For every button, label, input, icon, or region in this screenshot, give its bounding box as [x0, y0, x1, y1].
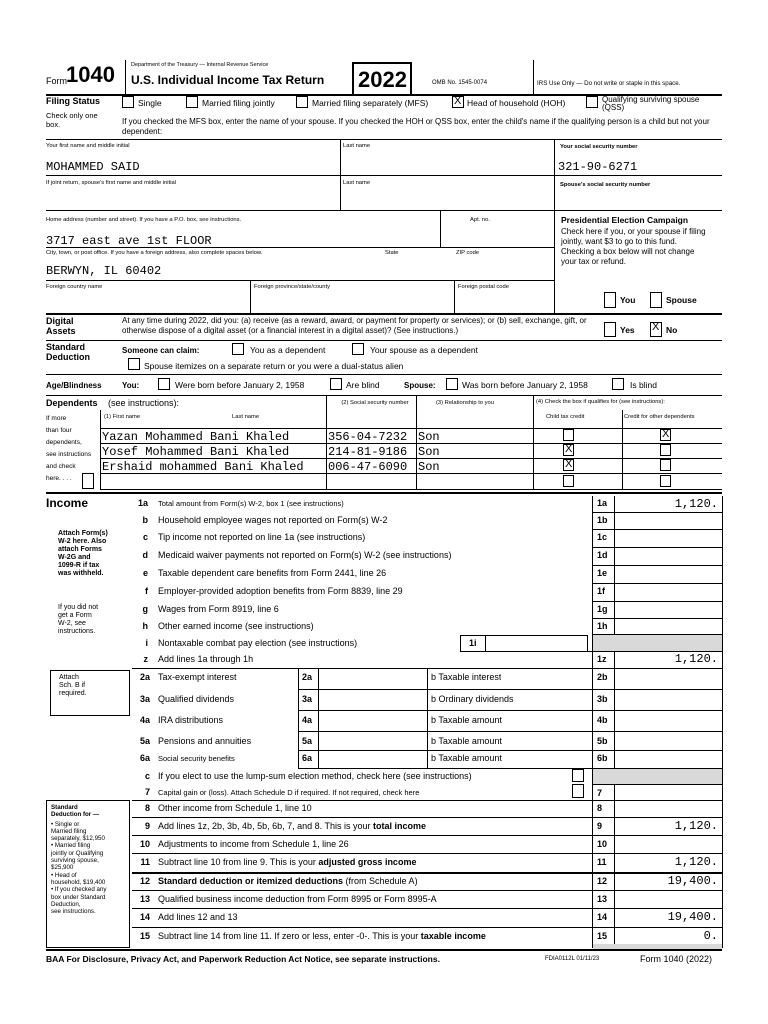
line-9-amount[interactable]: 1,120. [674, 819, 718, 833]
qualifying-spouse-label: Qualifying surviving spouse (QSS) [602, 95, 700, 112]
line-1g-label: Wages from Form 8919, line 6 [158, 604, 279, 614]
spouse-last-label: Last name [343, 180, 371, 186]
age-heading: Age/Blindness [46, 381, 102, 390]
line-12-amount[interactable]: 19,400. [667, 874, 718, 888]
form-title: U.S. Individual Income Tax Return [131, 73, 325, 87]
first-name-label: Your first name and middle initial [46, 143, 130, 149]
state-label: State [385, 250, 399, 256]
dependent-name[interactable]: Ershaid mohammed Bani Khaled [102, 460, 304, 474]
dependents-see: (see instructions): [108, 398, 180, 408]
dependent-relationship[interactable]: Son [418, 430, 440, 444]
line-1z-amount[interactable]: 1,120. [674, 652, 718, 666]
line-2b-label: b Taxable interest [431, 672, 502, 682]
head-of-household-label: Head of household (HOH) [467, 98, 566, 108]
dependent-ssn[interactable]: 356-04-7232 [328, 430, 408, 444]
year-box [352, 62, 412, 94]
child-tax-credit-checkbox[interactable] [563, 459, 574, 471]
other-dependent-credit-checkbox[interactable] [660, 475, 671, 487]
age-you-label: You: [122, 381, 140, 390]
form-number: 1040 [66, 62, 115, 87]
married-jointly-label: Married filing jointly [202, 98, 275, 108]
dependents-heading: Dependents [46, 398, 98, 408]
filing-status-heading: Filing Status [46, 96, 100, 106]
campaign-you-checkbox[interactable] [604, 292, 616, 308]
line-7-label: Capital gain or (loss). Attach Schedule D if required. If not required, check here [158, 788, 420, 797]
you-blind-label: Are blind [346, 380, 380, 390]
spouse-itemizes-label: Spouse itemizes on a separate return or you were a dual-status alien [144, 361, 404, 371]
line-1c-label: Tip income not reported on line 1a (see instructions) [158, 532, 366, 542]
line-1i-box[interactable]: 1i [460, 635, 588, 651]
footer-code: FDIA0112L 01/11/23 [545, 956, 600, 962]
dep-col-ssn: (2) Social security number [341, 400, 409, 406]
dependent-ssn[interactable]: 006-47-6090 [328, 460, 408, 474]
footer-form: Form 1040 (2022) [640, 954, 713, 964]
apt-label: Apt. no. [470, 217, 490, 223]
line-1b-label: Household employee wages not reported on Form(s) W-2 [158, 515, 388, 525]
claim-you-dependent-label: You as a dependent [250, 345, 326, 355]
other-dependent-credit-checkbox[interactable] [660, 429, 671, 441]
line-1i-label: Nontaxable combat pay election (see instructions) [158, 638, 358, 648]
address-label: Home address (number and street). If you have a P.O. box, see instructions. [46, 217, 242, 223]
line-11-label: Subtract line 10 from line 9. This is your adjusted gross income [158, 857, 417, 867]
footer-baa: BAA For Disclosure, Privacy Act, and Paperwork Reduction Act Notice, see separate instructions. [46, 954, 440, 964]
more-dependents-checkbox[interactable] [82, 473, 94, 489]
line-8-label: Other income from Schedule 1, line 10 [158, 803, 312, 813]
line-11-amount[interactable]: 1,120. [674, 855, 718, 869]
single-label: Single [138, 98, 162, 108]
line-6b-label: b Taxable amount [431, 753, 502, 763]
someone-can-claim: Someone can claim: [122, 346, 200, 355]
other-dependent-credit-checkbox[interactable] [660, 459, 671, 471]
child-tax-credit-checkbox[interactable] [563, 475, 574, 487]
capital-gain-checkbox[interactable] [572, 784, 584, 798]
line-9-label: Add lines 1z, 2b, 3b, 4b, 5b, 6b, 7, and 8. This is your total income [158, 821, 426, 831]
dep-col-other-credit: Credit for other dependents [624, 414, 695, 420]
spouse-ssn-label: Spouse's social security number [560, 182, 651, 188]
spouse-blind-label: Is blind [630, 380, 657, 390]
spouse-itemizes-checkbox[interactable] [128, 358, 140, 370]
child-tax-credit-checkbox[interactable] [563, 444, 574, 456]
sch-b-note-box: Attach Sch. B if required. [50, 670, 130, 716]
age-spouse-label: Spouse: [404, 381, 436, 390]
spouse-blind-checkbox[interactable] [612, 378, 624, 390]
married-separately-label: Married filing separately (MFS) [312, 98, 429, 108]
line-12-label: Standard deduction or itemized deductions (from Schedule A) [158, 876, 418, 886]
line-1z-label: Add lines 1a through 1h [158, 654, 254, 664]
dep-col-check: (4) Check the box if qualifies for (see instructions): [536, 399, 665, 405]
std-deduction-heading: Standard Deduction [46, 342, 90, 362]
other-dependent-credit-checkbox[interactable] [660, 444, 671, 456]
line-14-label: Add lines 12 and 13 [158, 912, 238, 922]
irs-use-only: IRS Use Only — Do not write or staple in this space. [537, 80, 681, 87]
line-3a-label: Qualified dividends [158, 694, 235, 704]
qualifying-spouse-checkbox[interactable] [586, 96, 598, 108]
dep-col-first: (1) First name [104, 414, 141, 420]
digital-yes-checkbox[interactable] [604, 322, 616, 337]
home-address[interactable]: 3717 east ave 1st FLOOR [46, 234, 212, 248]
campaign-spouse-checkbox[interactable] [650, 292, 662, 308]
filing-status-sub: Check only one box. [46, 111, 98, 129]
line-2a-label: Tax-exempt interest [158, 672, 237, 682]
line-15-amount[interactable]: 0. [703, 929, 718, 943]
filing-status-note: If you checked the MFS box, enter the name of your spouse. If you checked the HOH or QSS box, enter the child's name if the qualifying person is a child but not your dependent: [122, 117, 710, 136]
line-5a-label: Pensions and annuities [158, 736, 252, 746]
department-text: Department of the Treasury — Internal Revenue Service [131, 62, 269, 68]
line-5b-label: b Taxable amount [431, 736, 502, 746]
digital-yes-label: Yes [620, 325, 635, 335]
line-1f-label: Employer-provided adoption benefits from Form 8839, line 29 [158, 586, 403, 596]
city-state-zip[interactable]: BERWYN, IL 60402 [46, 264, 162, 278]
line-10-label: Adjustments to income from Schedule 1, line 26 [158, 839, 349, 849]
spouse-born-before-label: Was born before January 2, 1958 [462, 380, 588, 390]
line-1h-label: Other earned income (see instructions) [158, 621, 314, 631]
digital-text: At any time during 2022, did you: (a) receive (as a reward, award, or payment for property or services); or (b) sell, exchange, gift, or otherwise dispose of a digital asset (or a financial interest in a digital asset)? (See instructions.) [122, 316, 587, 335]
dep-col-child-credit: Child tax credit [546, 414, 585, 420]
spouse-name-label: If joint return, spouse's first name and middle initial [46, 180, 176, 186]
married-jointly-checkbox[interactable] [186, 96, 198, 108]
line-6a-label: Social security benefits [158, 754, 235, 763]
child-tax-credit-checkbox[interactable] [563, 429, 574, 441]
line-6c-label: If you elect to use the lump-sum election method, check here (see instructions) [158, 771, 472, 781]
you-born-before-checkbox[interactable] [158, 378, 170, 390]
ssn-label: Your social security number [560, 144, 638, 150]
lump-sum-election-checkbox[interactable] [572, 769, 584, 782]
line-1a-label: Total amount from Form(s) W-2, box 1 (see instructions) [158, 499, 344, 508]
line-13-label: Qualified business income deduction from Form 8995 or Form 8995-A [158, 894, 437, 904]
taxpayer-name[interactable]: MOHAMMED SAID [46, 160, 140, 174]
line-4a-label: IRA distributions [158, 715, 224, 725]
dependent-name[interactable]: Yazan Mohammed Bani Khaled [102, 430, 290, 444]
taxpayer-ssn[interactable]: 321-90-6271 [558, 160, 638, 174]
foreign-province-label: Foreign province/state/county [254, 284, 331, 290]
dependents-side-note: If more than four dependents, see instructions and check here. . . . [46, 415, 92, 482]
spouse-born-before-checkbox[interactable] [446, 378, 458, 390]
digital-no-label: No [666, 325, 678, 335]
dep-col-last: Last name [232, 414, 260, 420]
claim-spouse-dependent-checkbox[interactable] [352, 343, 364, 355]
foreign-country-label: Foreign country name [46, 284, 103, 290]
line-14-amount[interactable]: 19,400. [667, 910, 718, 924]
campaign-text: Check here if you, or your spouse if filing jointly, want $3 to go to this fund. Checking a box below will not change your tax or refund. [561, 227, 706, 266]
last-name-label: Last name [343, 143, 371, 149]
income-attach-note: Attach Form(s) W-2 here. Also attach Forms W-2G and 1099-R if tax was withheld. [58, 530, 108, 577]
line-3b-label: b Ordinary dividends [431, 694, 514, 704]
dependent-name[interactable]: Yosef Mohammed Bani Khaled [102, 445, 290, 459]
line-1d-label: Medicaid waiver payments not reported on Form(s) W-2 (see instructions) [158, 550, 452, 560]
line-4b-label: b Taxable amount [431, 715, 502, 725]
zip-label: ZIP code [456, 250, 480, 256]
single-checkbox[interactable] [122, 96, 134, 108]
head-of-household-checkbox[interactable] [452, 96, 464, 108]
line-15-label: Subtract line 14 from line 11. If zero or less, enter -0-. This is your taxable income [158, 931, 486, 941]
digital-no-checkbox[interactable] [650, 322, 662, 337]
form-header [46, 60, 722, 94]
claim-you-dependent-checkbox[interactable] [232, 343, 244, 355]
you-blind-checkbox[interactable] [330, 378, 342, 390]
campaign-you-label: You [620, 295, 636, 305]
campaign-spouse-label: Spouse [666, 295, 697, 305]
you-born-before-label: Were born before January 2, 1958 [175, 380, 305, 390]
dependent-relationship[interactable]: Son [418, 445, 440, 459]
std-deduction-side-box: Standard Deduction for — • Single or Married filing separately, $12,950 • Married filing jointly or Qualifying surviving spouse, $25,900 • Head of household, $19,400 • If you checked any box under Standard Deduction, see instructions. [46, 800, 130, 948]
digital-heading: Digital Assets [46, 316, 76, 336]
tax-year: 2022 [358, 67, 407, 92]
dependent-ssn[interactable]: 214-81-9186 [328, 445, 408, 459]
dep-col-relationship: (3) Relationship to you [435, 400, 494, 406]
city-label: City, town, or post office. If you have a foreign address, also complete spaces below. [46, 250, 263, 256]
claim-spouse-dependent-label: Your spouse as a dependent [370, 345, 478, 355]
income-no-w2-note: If you did not get a Form W-2, see instructions. [58, 604, 99, 635]
form-prefix: Form [46, 76, 67, 86]
campaign-title: Presidential Election Campaign [561, 215, 689, 225]
income-heading: Income [46, 496, 89, 510]
married-separately-checkbox[interactable] [296, 96, 308, 108]
omb-number: OMB No. 1545-0074 [432, 80, 488, 86]
dependent-relationship[interactable]: Son [418, 460, 440, 474]
foreign-postal-label: Foreign postal code [458, 284, 509, 290]
line-1a-amount[interactable]: 1,120. [674, 497, 718, 511]
line-1e-label: Taxable dependent care benefits from Form 2441, line 26 [158, 568, 387, 578]
